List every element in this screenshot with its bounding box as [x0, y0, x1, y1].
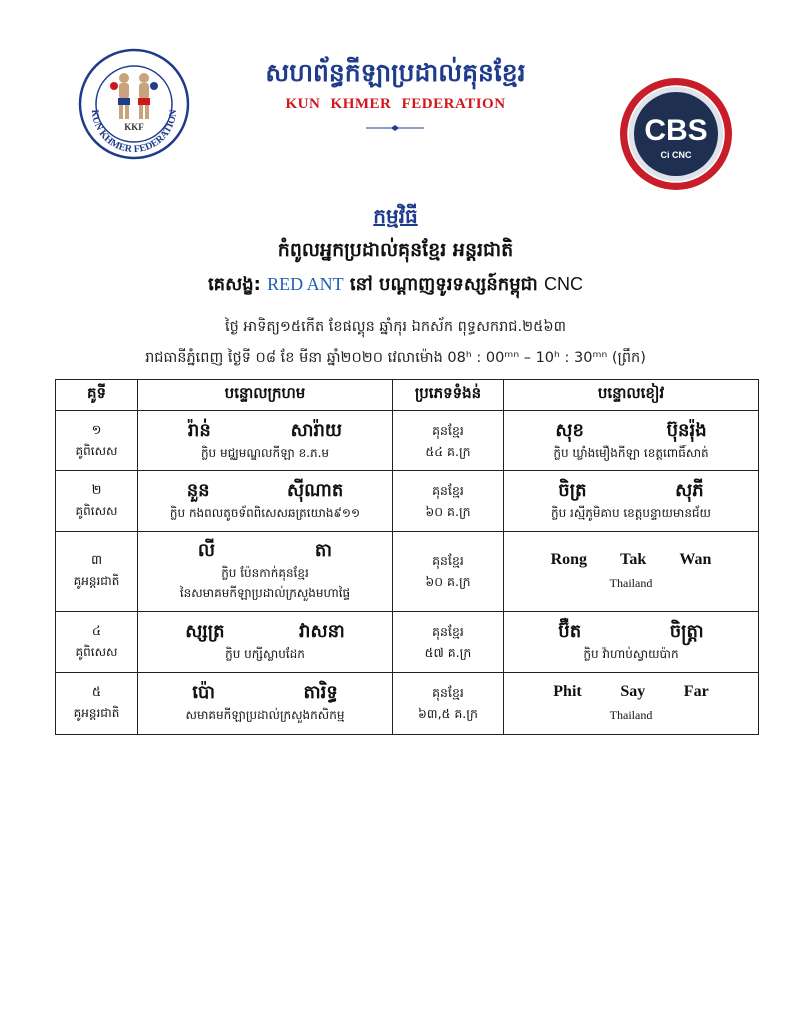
blue-fighter-name: ចិត្រ សុភី	[558, 480, 704, 502]
blue-fighter-name: ប៊ឺត ចិត្រ្តា	[558, 620, 704, 642]
table-row	[56, 531, 759, 611]
sponsor-line	[0, 272, 791, 299]
blue-fighter-country: Thailand	[609, 708, 653, 723]
sponsor-brand: RED ANT	[267, 274, 344, 294]
sponsor-mid: នៅ បណ្តាញទូរទស្សន៍កម្ពុជា	[349, 274, 538, 295]
red-fighter-club-line2: នៃសមាគមកីឡាប្រដាល់ក្រសួងមហាផ្ទៃ	[179, 586, 351, 601]
blue-fighter-name: Rong Tak Wan	[550, 551, 712, 569]
weight-style: គុនខ្មែរ	[432, 483, 464, 499]
red-fighter-name: រ៉ាន់ សារ៉ាយ	[187, 419, 343, 441]
svg-text:KKF: KKF	[124, 122, 144, 132]
table-row	[56, 471, 759, 531]
red-fighter-club: ក្លិប បក្សីស្លាបដែក	[225, 646, 305, 661]
event-title: កំពូលអ្នកប្រដាល់គុនខ្មែរ អន្តរជាតិ	[277, 239, 514, 261]
blue-fighter-club: ក្លិប ឃ្លាំងមឿងកីឡា ខេត្តពោធិ៍សាត់	[553, 445, 709, 460]
table-row	[56, 672, 759, 734]
weight-kg: ៦៣,៥ គ.ក្រ	[418, 706, 478, 722]
red-fighter-name: ស្សត្រ វាសនា	[185, 620, 345, 642]
blue-fighter-country: Thailand	[609, 576, 653, 591]
svg-text:CBS: CBS	[644, 114, 708, 147]
red-fighter-club: ក្លិប ប៉ែនកាក់គុនខ្មែរ	[221, 566, 309, 581]
svg-text:KUN KHMER FEDERATION: KUN KHMER FEDERATION	[88, 109, 180, 156]
table-header-row	[56, 380, 759, 411]
table-row	[56, 612, 759, 672]
bout-type: គូពិសេស	[75, 644, 118, 659]
header-red-corner: បន្ទោលក្រហម	[138, 380, 393, 411]
svg-text:Ci CNC: Ci CNC	[660, 150, 692, 160]
red-fighter-club: សមាគមកីឡាប្រដាល់ក្រសួងកសិកម្ម	[185, 708, 345, 723]
bout-type: គូពិសេស	[75, 443, 118, 458]
header-weight: ប្រភេទទំងន់	[393, 380, 504, 411]
program-title: កម្មវិធី	[373, 204, 418, 228]
weight-kg: ៥៤ គ.ក្រ	[425, 443, 471, 459]
blue-fighter-club: ក្លិប វ៉ាហាប់ស្វាយប៉ាក	[583, 646, 679, 661]
red-fighter-name: នួន ស៊ីណាត	[186, 480, 344, 502]
table-row	[56, 411, 759, 471]
federation-name-khmer: សហព័ន្ធកីឡាប្រដាល់គុនខ្មែរ	[265, 58, 526, 87]
weight-style: គុនខ្មែរ	[432, 623, 464, 639]
federation-name-english: KUN KHMER FEDERATION	[285, 96, 506, 112]
weight-kg: ៦០ គ.ក្រ	[425, 574, 471, 590]
red-fighter-name: លី តា	[197, 540, 333, 562]
blue-fighter-name: Phit Say Far	[553, 683, 709, 701]
bout-type: គូអន្តរជាតិ	[73, 574, 120, 589]
blue-fighter-club: ក្លិប រស្មីភូមិគាប ខេត្តបន្ទាយមានជ័យ	[551, 506, 711, 521]
weight-style: គុនខ្មែរ	[432, 685, 464, 701]
cbs-logo	[618, 76, 734, 192]
lunar-date-line: ថ្ងៃ អាទិត្យ១៥កើត ខែផល្គុន ឆ្នាំកុរ ឯកស័ក ពុទ្ធសករាជ.២៥៦៣	[224, 319, 567, 335]
place-time-line: រាជធានីភ្នំពេញ ថ្ងៃទី ០៨ ខែ មីនា ឆ្នាំ២០២០ វេលាម៉ោង 08ʰ : 00ᵐⁿ – 10ʰ : 30ᵐⁿ (ព្រឹក)	[145, 350, 646, 366]
header-blue-corner: បន្ទោលខៀវ	[504, 380, 759, 411]
bout-type: គូពិសេស	[75, 504, 118, 519]
bout-type: គូអន្តរជាតិ	[73, 706, 120, 721]
bout-number: ៥	[91, 685, 102, 701]
bout-number: ១	[91, 422, 102, 438]
red-fighter-name: ប៉ោ តារិទ្ធ	[192, 682, 338, 704]
weight-kg: ៦០ គ.ក្រ	[425, 504, 471, 520]
red-fighter-club: ក្លិប កងពលតូចទ័ពពិសេសឆត្រយោង៩១១	[169, 506, 361, 521]
ornament-divider	[366, 125, 424, 131]
bout-table	[55, 379, 759, 735]
weight-kg: ៥៧ គ.ក្រ	[424, 644, 472, 660]
header-bout: គូទី	[56, 380, 138, 411]
blue-fighter-name: សុខ ប៊ុនរ៉ុង	[555, 419, 707, 441]
sponsor-prefix: គេសង្ខ:	[207, 274, 261, 295]
bout-number: ២	[91, 483, 102, 499]
sponsor-channel: CNC	[544, 274, 584, 294]
weight-style: គុនខ្មែរ	[432, 553, 464, 569]
bout-number: ៤	[91, 623, 102, 639]
red-fighter-club: ក្លិប មជ្ឈមណ្ឌលកីឡា ខ.ភ.ម	[200, 445, 330, 460]
weight-style: គុនខ្មែរ	[432, 422, 464, 438]
bout-number: ៣	[90, 553, 103, 569]
